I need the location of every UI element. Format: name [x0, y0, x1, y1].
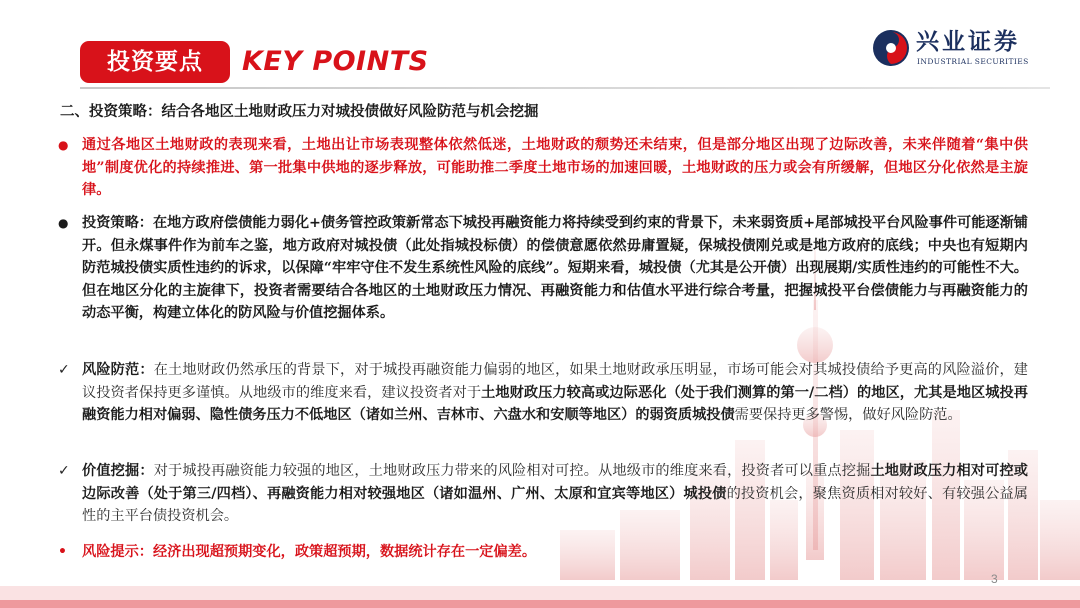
- point-label: 风险防范：: [82, 362, 154, 378]
- key-points-title: KEY POINTS: [242, 46, 429, 77]
- bullet-icon: ●: [58, 138, 69, 152]
- bullet-icon: •: [58, 544, 67, 560]
- point-investment-strategy: [82, 212, 1028, 325]
- point-label: 投资策略：: [82, 215, 153, 231]
- point-text: 对于城投再融资能力较强的地区，土地财政压力带来的风险相对可控。从地级市的维度来看，投资者可以重点挖掘: [153, 463, 871, 479]
- check-icon: ✓: [58, 362, 70, 378]
- point-text: 在地方政府偿债能力弱化+债务管控政策新常态下城投再融资能力将持续受到约束的背景下，未来弱资质+尾部城投平台风险事件可能逐渐铺开。但永煤事件作为前车之鉴，地方政府对城投债（此处指城投标债）的偿债意愿依然毋庸置疑，保城投债刚兑或是地方政府的底线；中央也有短期内防范城投债实质性违约的诉求，以保障“牢牢守住不发生系统性风险的底线”。短期来看，城投债（尤其是公开债）出现展期/实质性违约的可能性不大。但在地区分化的主旋律下，投资者需要结合各地区的土地财政压力情况、再融资能力和估值水平进行综合考量，把握城投平台偿债能力与再融资能力的动态平衡，构建立体化的防风险与价值挖掘体系。: [82, 215, 1028, 322]
- header-divider: [80, 87, 1050, 89]
- risk-warning: 风险提示：经济出现超预期变化，政策超预期，数据统计存在一定偏差。: [82, 544, 537, 560]
- section-title: 二、投资策略：结合各地区土地财政压力对城投债做好风险防范与机会挖掘: [60, 103, 539, 120]
- point-value-mining: [82, 460, 1028, 528]
- section-badge: 投资要点: [80, 41, 230, 83]
- bullet-icon: ●: [58, 216, 69, 230]
- logo-name-en: INDUSTRIAL SECURITIES: [917, 57, 1029, 66]
- point-text: 需要保持更多警惕，做好风险防范。: [734, 407, 962, 424]
- check-icon: ✓: [58, 463, 70, 479]
- point-land-finance: 通过各地区土地财政的表现来看，土地出让市场表现整体依然低迷，土地财政的颓势还未结束，但是部分地区出现了边际改善，未来伴随着“集中供地”制度优化的持续推进、第一批集中供地的逐步释放，可能助推二季度土地市场的加速回暖，土地财政的压力或会有所缓解，但地区分化依然是主旋律。: [82, 137, 1028, 199]
- logo-mark-icon: [872, 29, 910, 67]
- page-number: 3: [991, 572, 998, 586]
- point-text: 的投资机会，聚焦资质相对较好、有较强公益属性的主平台债投资机会。: [82, 485, 1028, 525]
- point-label: 价值挖掘：: [82, 463, 154, 479]
- point-emphasis: 土地财政压力相对可控或边际改善（处于第三/四档）、再融资能力相对较强地区（诸如温州、广州、太原和宜宾等地区）城投债: [82, 463, 1028, 502]
- point-emphasis: 土地财政压力较高或边际恶化（处于我们测算的第一/二档）的地区，尤其是地区城投再融资能力相对偏弱、隐性债务压力不低地区（诸如兰州、吉林市、六盘水和安顺等地区）的弱资质城投债: [82, 384, 1028, 424]
- logo-name-cn: 兴业证券: [916, 29, 1020, 55]
- point-text: 在土地财政仍然承压的背景下，对于城投再融资能力偏弱的地区，如果土地财政承压明显，市场可能会对其城投债给予更高的风险溢价，建议投资者保持更多谨慎。从地级市的维度来看，建议投资者对于: [82, 362, 1028, 401]
- company-logo: [872, 27, 1062, 71]
- point-risk-prevention: [82, 359, 1028, 427]
